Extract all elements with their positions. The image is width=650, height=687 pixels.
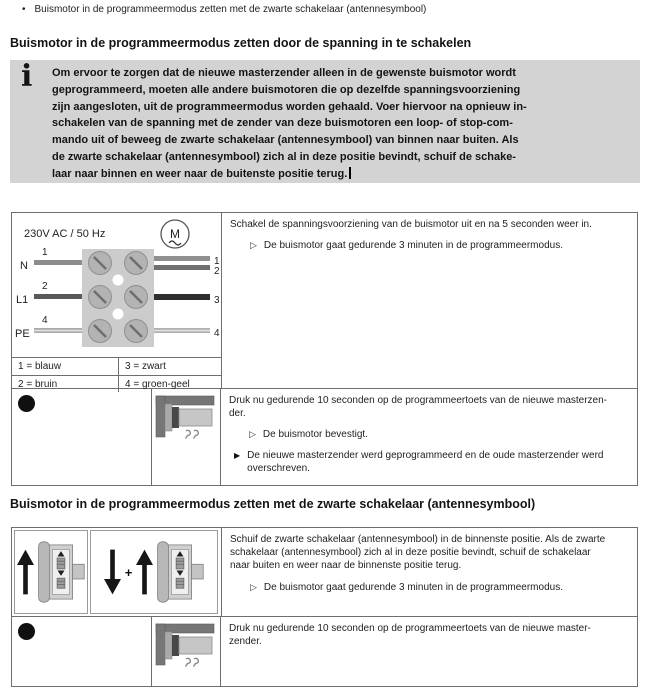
step-text-cell	[222, 528, 637, 616]
wire-l1	[34, 294, 82, 299]
toc-bullet-label: Buismotor in de programmeermodus zetten met de zwarte schakelaar (antennesymbool)	[34, 4, 427, 15]
switch-pictures-cell	[12, 528, 222, 616]
step-instruction: Schuif de zwarte schakelaar (antennesymbool) in de binnenste positie. Als de zwarte	[230, 534, 606, 545]
terminal-block-icon	[82, 249, 154, 347]
out1-number: 1	[214, 256, 220, 267]
legend-cell: 4 = groen-geel	[118, 375, 221, 392]
out2-number: 2	[214, 266, 220, 277]
motor-picture-cell	[152, 617, 221, 686]
step-instruction: Druk nu gedurende 10 seconden op de programmeertoets van de nieuwe master-	[229, 623, 591, 634]
switch-inward-picture	[14, 530, 88, 614]
step-result: ▷ De buismotor gaat gedurende 3 minuten in de programmeermodus.	[250, 240, 563, 252]
steps-table-switch	[11, 527, 638, 687]
plus-sign: +	[124, 564, 133, 580]
wire-out2	[154, 265, 210, 270]
wiring-diagram-cell	[12, 213, 222, 388]
motor-endcap-icon	[156, 534, 204, 610]
up-arrow-icon	[17, 543, 34, 601]
pe-wire-number: 4	[42, 315, 48, 326]
wiggle-marks-icon	[186, 430, 199, 438]
wiggle-marks-icon	[186, 658, 199, 666]
wire-out4-stripe	[154, 330, 210, 332]
program-button-cell	[12, 389, 152, 485]
info-line: laar naar binnen en weer naar de buitenste positie terug.	[52, 166, 527, 183]
step-result: ▷ De buismotor gaat gedurende 3 minuten in de programmeermodus.	[250, 581, 563, 593]
program-button-dot-icon	[18, 395, 35, 412]
wire-out1	[154, 256, 210, 261]
wire-n	[34, 260, 82, 265]
result-marker-icon: ▷	[250, 581, 257, 592]
info-line: zijn aangesloten, uit de programmeermodus worden gehaald. Voer hiervoor na opnieuw in-	[52, 100, 527, 113]
bullet-icon: •	[22, 4, 26, 15]
info-line: Om ervoor te zorgen dat de nieuwe masterzender alleen in de gewenste buismotor wordt	[52, 67, 516, 79]
switch-out-in-picture	[90, 530, 218, 614]
steps-table-power	[11, 212, 638, 486]
info-icon: i	[21, 59, 33, 94]
step-text-cell	[221, 389, 637, 485]
program-button-dot-icon	[18, 623, 35, 640]
out3-number: 3	[214, 295, 220, 306]
text-caret	[349, 167, 351, 179]
info-note-box	[10, 60, 640, 183]
final-result: ▶ De nieuwe masterzender werd geprogrammeerd en de oude masterzender werd overschreven.	[234, 449, 604, 474]
n-label: N	[20, 260, 28, 272]
toc-bullet-item	[22, 4, 426, 15]
info-line: geprogrammeerd, moeten alle andere buismotoren die op dezelfde spanningsvoorziening	[52, 83, 521, 96]
l1-wire-number: 2	[42, 281, 48, 292]
legend-cell: 2 = bruin	[12, 375, 118, 392]
info-line: schakelen van de spanning met de zender van deze buismotoren een loop- of stop-com-	[52, 117, 513, 130]
l1-label: L1	[16, 294, 29, 306]
motor-picture-cell	[152, 389, 221, 485]
program-button-cell	[12, 617, 152, 686]
out4-number: 4	[214, 328, 220, 339]
wiring-diagram	[12, 213, 222, 352]
step-instruction: schakelaar (antennesymbool) zich al in deze positie bevindt, schuif de schakelaar	[230, 547, 591, 559]
final-marker-icon: ▶	[234, 450, 241, 460]
info-line: de zwarte schakelaar (antennesymbool) zich al in deze positie bevindt, schuif de schake-	[52, 150, 516, 163]
heading-power-method: Buismotor in de programmeermodus zetten door de spanning in te schakelen	[10, 36, 472, 50]
voltage-label: 230V AC / 50 Hz	[24, 228, 106, 240]
n-wire-number: 1	[42, 247, 48, 258]
info-line: mando uit of beweeg de zwarte schakelaar (antennesymbool) van binnen naar buiten. Als	[52, 134, 519, 147]
step-text-cell	[221, 617, 637, 686]
wire-out3	[154, 294, 210, 300]
step-instruction: Schakel de spanningsvoorziening van de buismotor uit en na 5 seconden weer in.	[230, 219, 592, 230]
up-arrow-icon	[136, 543, 153, 601]
pe-label: PE	[15, 328, 30, 340]
step-text-cell	[222, 213, 637, 388]
heading-switch-method: Buismotor in de programmeermodus zetten met de zwarte schakelaar (antennesymbool)	[10, 497, 536, 511]
tubular-motor-bracket-icon	[154, 392, 218, 442]
wire-pe-stripe	[34, 330, 82, 332]
wire-color-legend	[12, 357, 221, 392]
info-note-text	[52, 65, 527, 183]
result-marker-icon: ▷	[250, 240, 257, 251]
step-instruction: der.	[229, 408, 246, 420]
step-instruction: Druk nu gedurende 10 seconden op de programmeertoets van de nieuwe masterzen-	[229, 395, 608, 406]
result-marker-icon: ▷	[249, 429, 256, 440]
motor-endcap-icon	[37, 534, 85, 610]
step-instruction: zender.	[229, 636, 262, 648]
svg-text:M: M	[170, 227, 180, 241]
legend-cell: 3 = zwart	[118, 358, 221, 375]
down-arrow-icon	[104, 543, 121, 601]
step-instruction: naar buiten en weer naar de binnenste positie terug.	[230, 560, 462, 572]
legend-cell: 1 = blauw	[18, 361, 62, 372]
step-result: ▷ De buismotor bevestigt.	[249, 429, 368, 441]
motor-symbol-icon	[161, 220, 189, 248]
tubular-motor-bracket-icon	[154, 620, 218, 670]
